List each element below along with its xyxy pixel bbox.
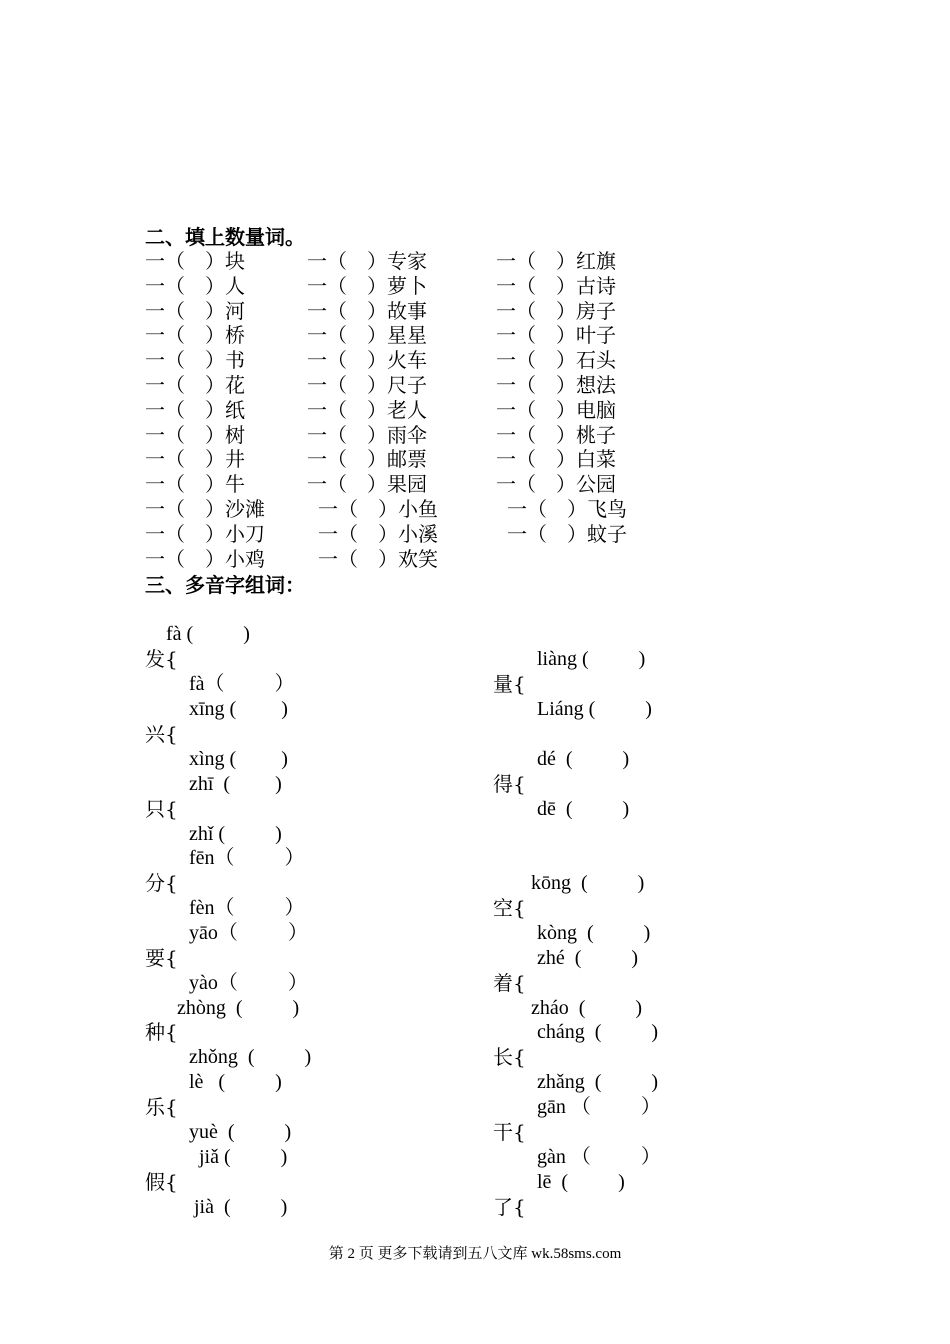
measure-word-item: 一（ ）叶子	[496, 323, 616, 348]
polyphone-character: 假{	[145, 1170, 178, 1194]
polyphone-character: 干{	[493, 1120, 526, 1144]
measure-word-item: 一（ ）河	[145, 298, 245, 323]
measure-word-item: 一（ ）电脑	[496, 397, 616, 422]
pinyin-blank: fà ( )	[166, 623, 250, 645]
measure-word-item: 一（ ）果园	[307, 472, 427, 497]
measure-word-item: 一（ ）故事	[307, 298, 427, 323]
measure-word-item: 一（ ）纸	[145, 397, 245, 422]
polyphone-character: 要{	[145, 946, 178, 970]
section-2-title: 二、填上数量词。	[145, 225, 305, 249]
measure-word-item: 一（ ）小刀	[145, 521, 265, 546]
polyphone-character: 兴{	[145, 722, 178, 746]
pinyin-blank: zhǒng ( )	[189, 1046, 312, 1068]
measure-word-item: 一（ ）红旗	[496, 249, 616, 273]
pinyin-blank: gān （ ）	[537, 1096, 661, 1118]
measure-word-item: 一（ ）雨伞	[307, 422, 427, 447]
measure-word-item: 一（ ）花	[145, 373, 245, 397]
pinyin-blank: zhòng ( )	[177, 997, 300, 1019]
measure-word-item: 一（ ）蚊子	[507, 521, 627, 546]
pinyin-blank: cháng ( )	[537, 1021, 659, 1043]
pinyin-blank: zhǐ ( )	[189, 823, 282, 845]
measure-word-item: 一（ ）想法	[496, 373, 616, 397]
polyphone-character: 得{	[493, 772, 526, 796]
polyphone-character: 着{	[493, 971, 526, 995]
pinyin-blank: jià ( )	[194, 1196, 288, 1218]
measure-word-item: 一（ ）块	[145, 249, 245, 273]
measure-word-item: 一（ ）桃子	[496, 422, 616, 447]
pinyin-blank: zháo ( )	[531, 997, 643, 1019]
section-3-title: 三、多音字组词：	[145, 573, 305, 597]
pinyin-blank: lē ( )	[537, 1171, 625, 1193]
polyphone-character: 长{	[493, 1045, 526, 1069]
measure-word-item: 一（ ）专家	[307, 249, 427, 273]
pinyin-blank: gàn （ ）	[537, 1146, 661, 1168]
measure-word-item: 一（ ）邮票	[307, 447, 427, 472]
measure-word-item: 一（ ）桥	[145, 323, 245, 348]
measure-word-item: 一（ ）老人	[307, 397, 427, 422]
pinyin-blank: liàng ( )	[537, 648, 646, 670]
polyphone-character: 种{	[145, 1020, 178, 1044]
polyphone-character: 量{	[493, 672, 526, 696]
polyphone-character: 发{	[145, 647, 178, 671]
polyphone-character: 分{	[145, 871, 178, 895]
pinyin-blank: kòng ( )	[537, 922, 651, 944]
measure-word-item: 一（ ）火车	[307, 348, 427, 373]
pinyin-blank: dē ( )	[537, 798, 630, 820]
measure-word-item: 一（ ）石头	[496, 348, 616, 373]
measure-word-item: 一（ ）萝卜	[307, 273, 427, 298]
measure-word-item: 一（ ）房子	[496, 298, 616, 323]
page-footer: 第 2 页 更多下载请到五八文库 wk.58sms.com	[328, 1246, 622, 1262]
measure-word-item: 一（ ）古诗	[496, 273, 616, 298]
pinyin-blank: jiǎ ( )	[199, 1146, 288, 1168]
polyphone-character: 空{	[493, 896, 526, 920]
pinyin-blank: fèn（ ）	[189, 897, 305, 919]
measure-word-item: 一（ ）星星	[307, 323, 427, 348]
measure-word-item: 一（ ）牛	[145, 472, 245, 497]
pinyin-blank: xìng ( )	[189, 748, 288, 770]
polyphone-character: 了{	[493, 1195, 526, 1219]
measure-word-item: 一（ ）小鱼	[318, 497, 438, 521]
measure-word-item: 一（ ）公园	[496, 472, 616, 497]
pinyin-blank: yuè ( )	[189, 1121, 292, 1143]
polyphone-character: 只{	[145, 797, 178, 821]
pinyin-blank: zhǎng ( )	[537, 1071, 659, 1093]
measure-word-item: 一（ ）白菜	[496, 447, 616, 472]
pinyin-blank: zhé ( )	[537, 947, 639, 969]
measure-word-item: 一（ ）小鸡	[145, 546, 265, 571]
pinyin-blank: xīng ( )	[189, 698, 288, 720]
pinyin-blank: fà（ ）	[189, 673, 295, 695]
measure-word-item: 一（ ）树	[145, 422, 245, 447]
measure-word-item: 一（ ）井	[145, 447, 245, 472]
measure-word-item: 一（ ）尺子	[307, 373, 427, 397]
pinyin-blank: Liáng ( )	[537, 698, 652, 720]
pinyin-blank: lè ( )	[189, 1071, 282, 1093]
pinyin-blank: yāo（ ）	[189, 922, 308, 944]
measure-word-item: 一（ ）欢笑	[318, 546, 438, 571]
measure-word-item: 一（ ）小溪	[318, 521, 438, 546]
pinyin-blank: kōng ( )	[531, 872, 645, 894]
measure-word-item: 一（ ）沙滩	[145, 497, 265, 521]
pinyin-blank: fēn（ ）	[189, 847, 305, 869]
pinyin-blank: dé ( )	[537, 748, 630, 770]
pinyin-blank: yào（ ）	[189, 972, 308, 994]
measure-word-item: 一（ ）飞鸟	[507, 497, 627, 521]
measure-word-item: 一（ ）人	[145, 273, 245, 298]
measure-word-item: 一（ ）书	[145, 348, 245, 373]
polyphone-character: 乐{	[145, 1095, 178, 1119]
pinyin-blank: zhī ( )	[189, 773, 282, 795]
